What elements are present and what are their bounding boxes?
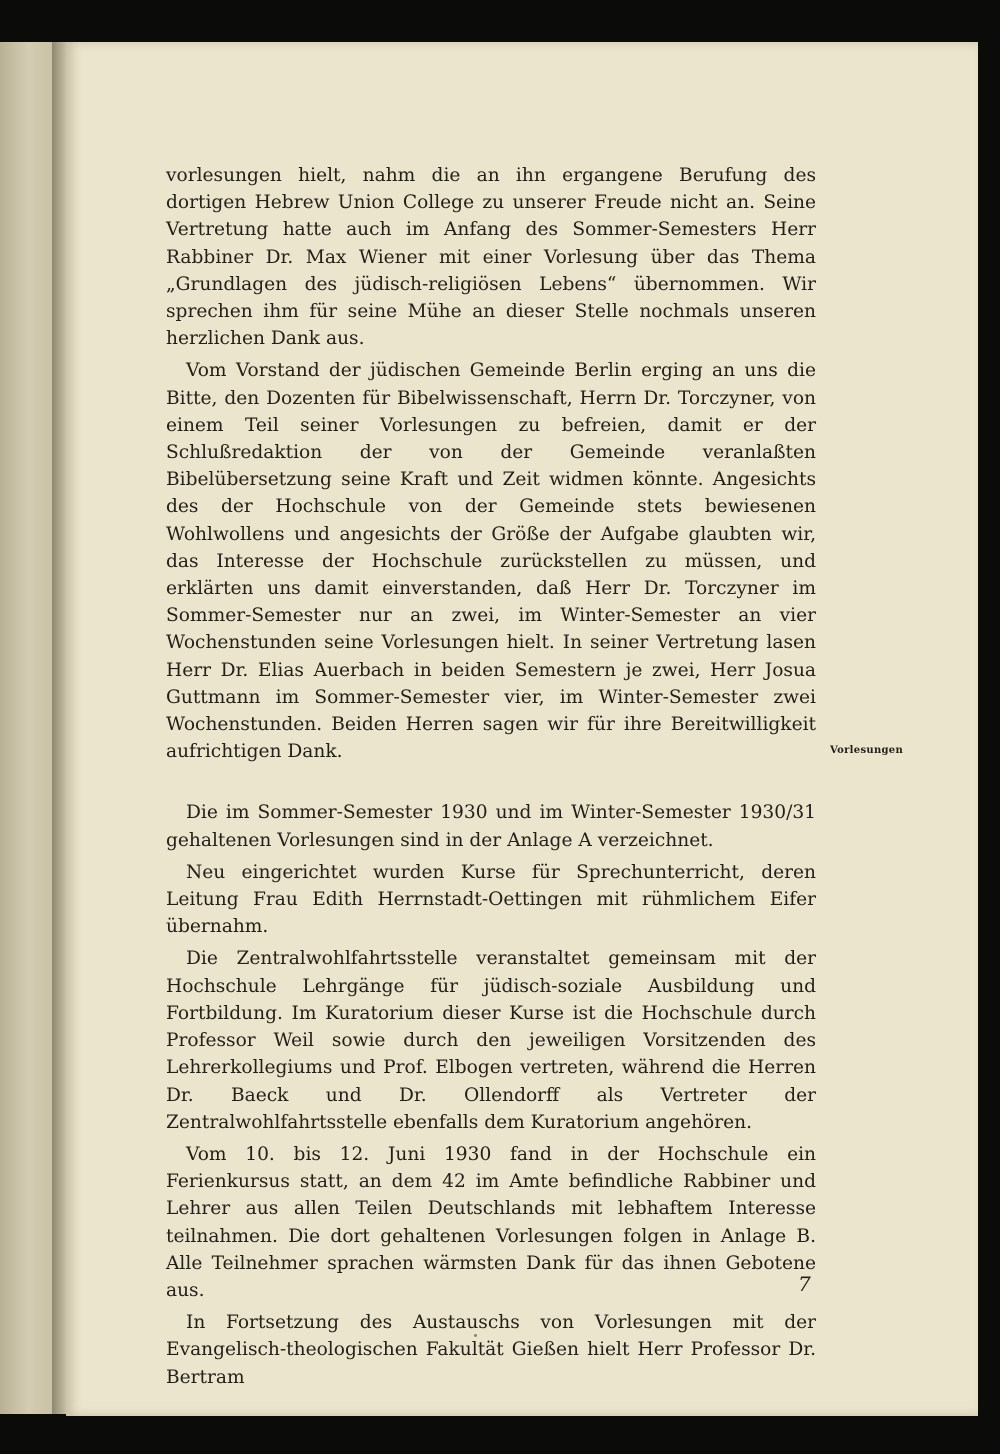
paper-speck (474, 1334, 477, 1337)
margin-note: Vorlesungen (830, 745, 904, 756)
book-gutter (52, 42, 66, 1414)
paragraph-zentralwohlfahrtsstelle: Die Zentralwohlfahrtsstelle veranstaltet gemeinsam mit der Hochschule Lehrgänge für jüdisch-soziale Ausbildung und Fortbildung. Im Kuratorium dieser Kurse ist die Hochschule durch Professor Weil sowie durch den jeweiligen Vorsitzenden des Lehrerkollegiums und Prof. Elbogen vertreten, während die Herren Dr. Baeck und Dr. Ollendorff als Vertreter der Zentralwohlfahrtsstelle ebenfalls dem Kuratorium angehören. (166, 948, 816, 1133)
paragraph-vorlesungen: Die im Sommer-Semester 1930 und im Winter-Semester 1930/31 gehaltenen Vorlesungen sind in der Anlage A verzeichnet. (166, 802, 816, 851)
paragraph-torczyner: Vom Vorstand der jüdischen Gemeinde Berlin erging an uns die Bitte, den Dozenten für Bibelwissenschaft, Herrn Dr. Torczyner, von einem Teil seiner Vorlesungen zu befreien, damit er der Schlußredaktion der von der Gemeinde veranlaßten Bibelübersetzung seine Kraft und Zeit widmen könnte. Angesichts des der Hochschule von der Gemeinde stets bewiesenen Wohlwollens und angesichts der Größe der Aufgabe glaubten wir, das Interesse der Hochschule zurückstellen zu müssen, und erklärten uns damit einverstanden, daß Herr Dr. Torczyner im Sommer-Semester nur an zwei, im Winter-Semester an vier Wochenstunden seine Vorlesungen hielt. In seiner Vertretung lasen Herr Dr. Elias Auerbach in beiden Semestern je zwei, Herr Josua Guttmann im Sommer-Semester vier, im Winter-Semester zwei Wochenstunden. Beiden Herren sagen wir für ihre Bereitwilligkeit aufrichtigen Dank. (166, 360, 816, 763)
page-number: 7 (798, 1272, 811, 1296)
body-text (166, 162, 816, 1396)
paragraph-continuation: vorlesungen hielt, nahm die an ihn ergangene Berufung des dortigen Hebrew Union College zu unserer Freude nicht an. Seine Vertretung hatte auch im Anfang des Sommer-Semesters Herr Rabbiner Dr. Max Wiener mit einer Vorlesung über das Thema „Grundlagen des jüdisch-religiösen Lebens“ übernommen. Wir sprechen ihm für seine Mühe an dieser Stelle nochmals unseren herzlichen Dank aus. (166, 165, 816, 350)
paragraph-sprechunterricht: Neu eingerichtet wurden Kurse für Sprechunterricht, deren Leitung Frau Edith Herrnstadt-Oettingen mit rühmlichem Eifer übernahm. (166, 861, 816, 938)
paragraph-ferienkursus: Vom 10. bis 12. Juni 1930 fand in der Hochschule ein Ferienkursus statt, an dem 42 im Amte befindliche Rabbiner und Lehrer aus allen Teilen Deutschlands mit lebhaftem Interesse teilnahmen. Die dort gehaltenen Vorlesungen folgen in Anlage B. Alle Teilnehmer sprachen wärmsten Dank für das ihnen Gebotene aus. (166, 1143, 816, 1301)
book-page (66, 42, 978, 1416)
previous-page-edge (0, 42, 52, 1414)
paragraph-austausch: In Fortsetzung des Austauschs von Vorlesungen mit der Evangelisch-theologischen Fakultät Gießen hielt Herr Professor Dr. Bertram (166, 1312, 816, 1388)
